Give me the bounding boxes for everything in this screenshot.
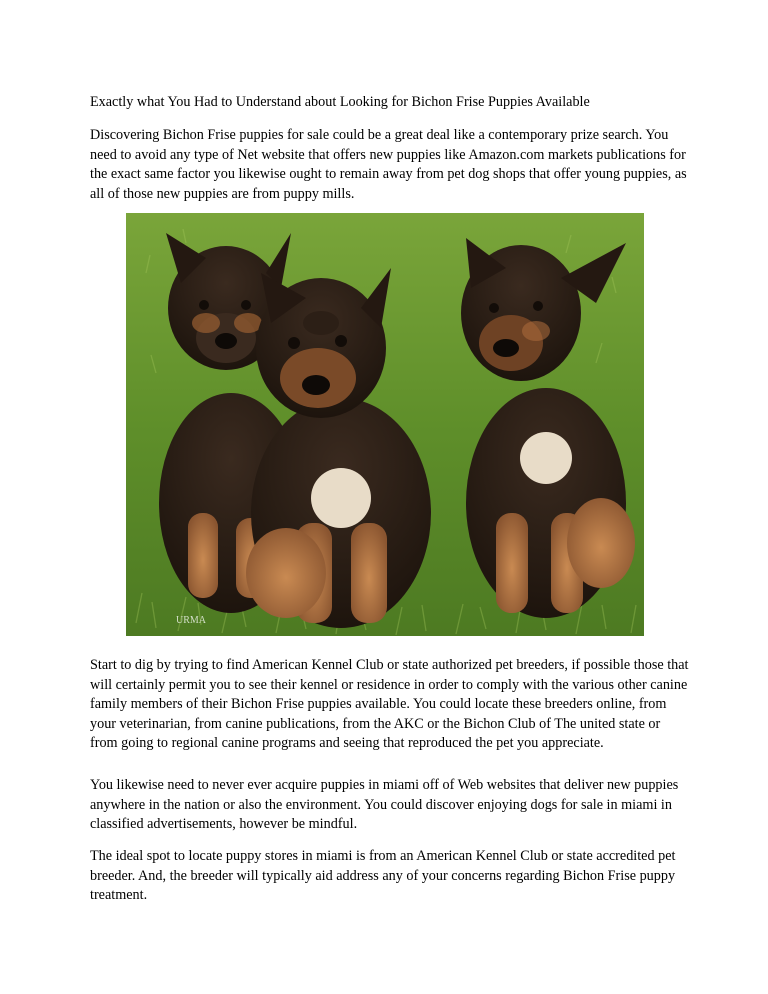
photo-watermark: URMA: [176, 615, 207, 626]
paragraph-breeders: Start to dig by trying to find American Kennel Club or state authorized pet breeders, if possible those that will certainly permit you to see their kennel or residence in order to comply with the various other canine family members of their Bichon Frise puppies available. You could locate these breeders online, from your veterinarian, from canine publications, from the AKC or the Bichon Club of The united state or from going to regional canine programs and seeing that reproduced the pet you appreciate.: [90, 657, 689, 751]
paragraph-websites: You likewise need to never ever acquire puppies in miami off of Web websites that deliver new puppies anywhere in the nation or also the environment. You could discover enjoying dogs for sale in miami in classified advertisements, however be mindful.: [90, 777, 679, 832]
document-title: Exactly what You Had to Understand about Looking for Bichon Frise Puppies Available: [90, 94, 590, 110]
paragraph-stores: The ideal spot to locate puppy stores in miami is from an American Kennel Club or state accredited pet breeder. And, the breeder will typically aid address any of your concerns regarding Bichon Frise puppy treatment.: [90, 848, 676, 903]
paragraph-intro: Discovering Bichon Frise puppies for sale could be a great deal like a contemporary prize search. You need to avoid any type of Net website that offers new puppies like Amazon.com markets publications for the exact same factor you likewise ought to remain away from pet dog shops that offer young puppies, as all of those new puppies are from puppy mills.: [90, 127, 687, 202]
puppies-photo: [126, 213, 644, 636]
